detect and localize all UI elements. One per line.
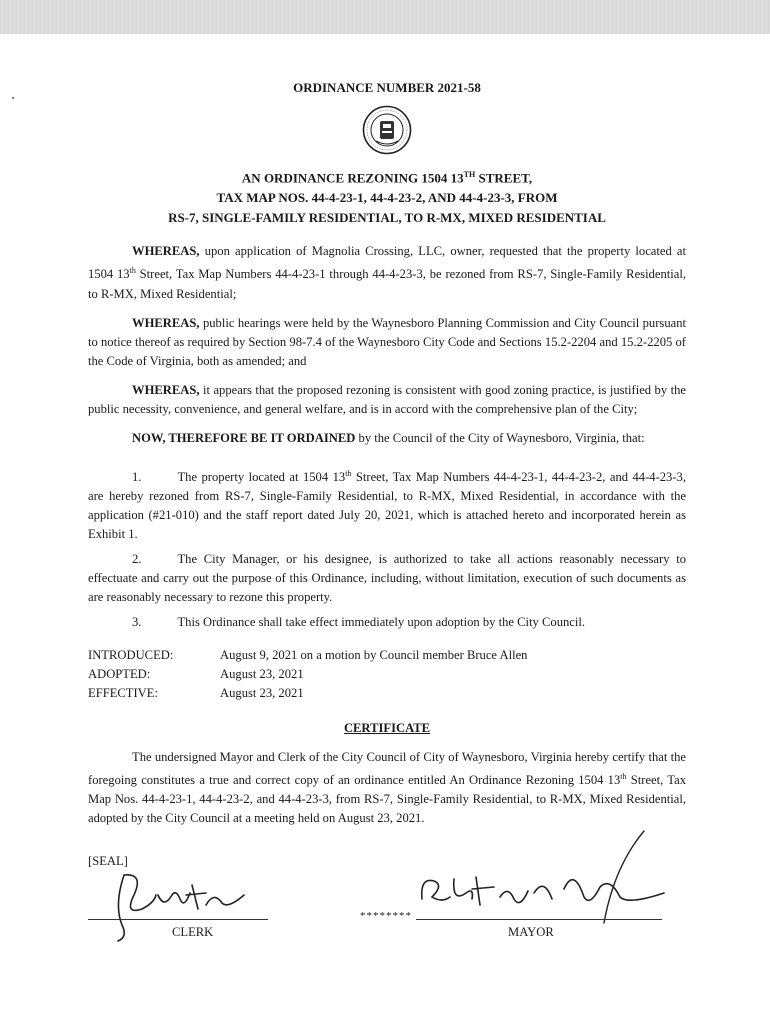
clerk-signature-line — [88, 919, 268, 920]
whereas-paragraph-3: WHEREAS, it appears that the proposed rezoning is consistent with good zoning practice, is justified by the public necessity, convenience, and general welfare, and is in accord with the comprehensive plan of the City; — [88, 382, 686, 416]
city-seal-icon — [362, 105, 412, 155]
numbered-items — [88, 464, 686, 632]
heading-line-2: TAX MAP NOS. 44-4-23-1, 44-4-23-2, AND 44-4-23-3, FROM — [216, 190, 558, 206]
signature-stars: ******** — [360, 909, 412, 922]
ordained-paragraph: NOW, THEREFORE BE IT ORDAINED by the Council of the City of Waynesboro, Virginia, that: — [132, 430, 645, 445]
whereas-paragraph-2: WHEREAS, public hearings were held by the Waynesboro Planning Commission and City Council pursuant to notice thereof as required by Section 98-7.4 of the Waynesboro City Code and Sections 15.2-2204 and 15.2-2205 of the Code of Virginia, both as amended; and — [88, 315, 686, 368]
scan-speck — [12, 97, 14, 99]
date-row-introduced: INTRODUCED: August 9, 2021 on a motion by Council member Bruce Allen — [88, 647, 528, 662]
city-seal — [88, 105, 686, 155]
date-row-effective: EFFECTIVE: August 23, 2021 — [88, 685, 304, 700]
signature-area — [88, 871, 686, 981]
numbered-item-1: 1. The property located at 1504 13th Street, Tax Map Numbers 44-4-23-1, 44-4-23-2, and 44-4-23-3, are hereby rezoned from RS-7, Single-Family Residential, to R-MX, Mixed Residential, in accordance with the application (#21-010) and the staff report dated July 20, 2021, which is attached hereto and incorporated herein as Exhibit 1. — [88, 468, 686, 541]
heading-line-3: RS-7, SINGLE-FAMILY RESIDENTIAL, TO R-MX, MIXED RESIDENTIAL — [168, 210, 606, 226]
seal-label: [SEAL] — [88, 853, 128, 868]
numbered-item-2: 2. The City Manager, or his designee, is authorized to take all actions reasonably necessary to effectuate and carry out the purpose of this Ordinance, including, without limitation, execution of such documents as are reasonably necessary to rezone this property. — [88, 551, 686, 604]
ordinance-heading — [88, 165, 686, 228]
clerk-label: CLERK — [172, 924, 214, 939]
heading-line-1: AN ORDINANCE REZONING 1504 13TH STREET, — [241, 170, 533, 186]
whereas-paragraph-1: WHEREAS, upon application of Magnolia Crossing, LLC, owner, requested that the property located at 1504 13th Street, Tax Map Numbers 44-4-23-1 through 44-4-23-3, be rezoned from RS-7, Single-Family Residential, to R-MX, Mixed Residential; — [88, 244, 686, 301]
ordinance-page — [88, 78, 686, 981]
certificate-paragraph: The undersigned Mayor and Clerk of the City Council of City of Waynesboro, Virginia hereby certify that the foregoing constitutes a true and correct copy of an ordinance entitled An Ordinance Rezoning 1504 13th Street, Tax Map Nos. 44-4-23-1, 44-4-23-2, and 44-4-23-3, from RS-7, Single-Family Residential, to R-MX, Mixed Residential, adopted by the City Council at a meeting held on August 23, 2021. — [88, 749, 687, 825]
ordinance-number: ORDINANCE NUMBER 2021-58 — [293, 80, 481, 95]
date-row-adopted: ADOPTED: August 23, 2021 — [88, 666, 304, 681]
scan-top-bar — [0, 0, 770, 34]
dates-block — [88, 646, 686, 703]
mayor-signature-line — [416, 919, 662, 920]
mayor-label: MAYOR — [508, 924, 554, 939]
certificate-title: CERTIFICATE — [343, 720, 431, 735]
mayor-signature — [414, 827, 674, 937]
numbered-item-3: 3. This Ordinance shall take effect immediately upon adoption by the City Council. — [132, 614, 586, 629]
